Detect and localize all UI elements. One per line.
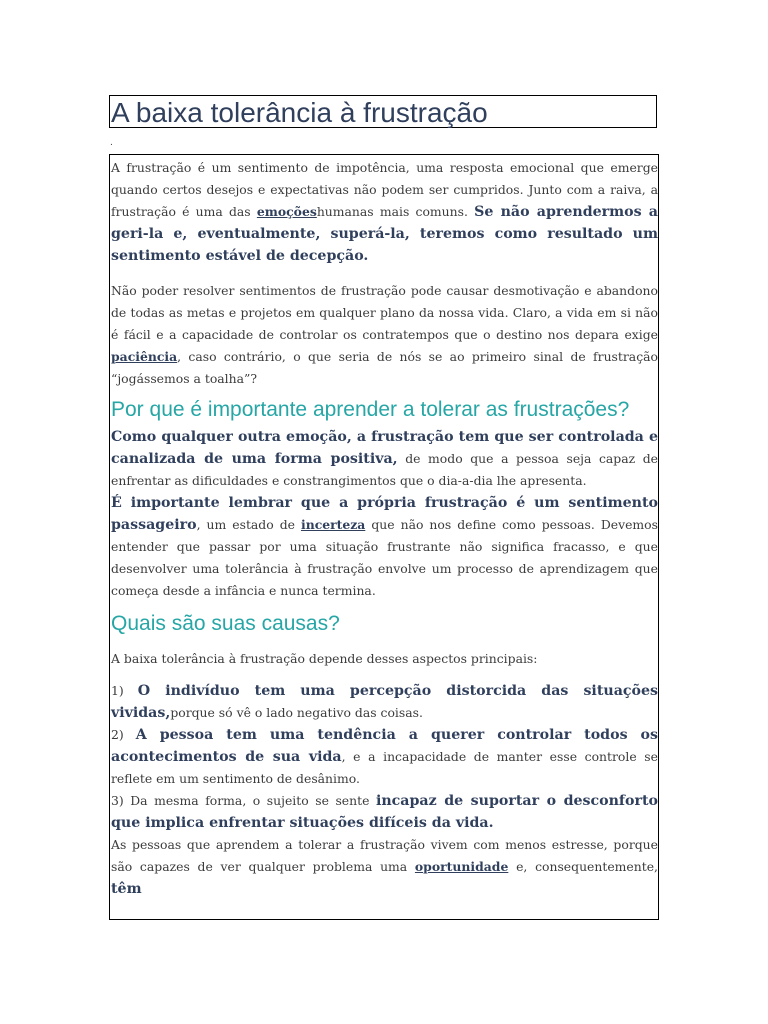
text: porque só vê o lado negativo das coisas. — [170, 705, 423, 720]
emphasis-text: têm — [111, 881, 142, 897]
page-title: A baixa tolerância à frustração — [111, 97, 488, 128]
list-item — [111, 680, 658, 724]
emphasis-text: É importante lembrar que a própria frustração é um sentimento passageiro — [111, 495, 658, 533]
emphasis-text: O indivíduo tem uma percepção distorcida das situações vividas, — [111, 683, 659, 721]
paragraph-3 — [111, 426, 658, 492]
emphasis-text: Se não aprendermos a geri-la e, eventualmente, superá-la, teremos como resultado um sentimento estável de decepção. — [111, 204, 658, 264]
item-number: 2) — [111, 727, 136, 742]
text: que não nos define como pessoas. Devemos entender que passar por uma situação frustrante não significa fracasso, e que desenvolver uma tolerância à frustração envolve um processo de aprendizagem que começa desde a infância e nunca termina. — [111, 517, 658, 598]
emphasis-text: Como qualquer outra emoção, a frustração tem que ser controlada e canalizada de uma forma positiva, — [111, 429, 658, 467]
section-heading-causes: Quais são suas causas? — [111, 612, 340, 635]
link-emocoes[interactable]: emoções — [256, 204, 317, 219]
text: de modo que a pessoa seja capaz de enfrentar as dificuldades e constrangimentos que o dia-a-dia lhe apresenta. — [111, 451, 658, 488]
paragraph-2 — [111, 280, 658, 390]
paragraph-causes-intro: A baixa tolerância à frustração depende desses aspectos principais: — [111, 651, 538, 666]
item-number: 1) — [111, 683, 138, 698]
item-number: 3) — [111, 793, 131, 808]
text: Da mesma forma, o sujeito se sente — [130, 793, 376, 808]
paragraph-4 — [111, 492, 658, 602]
text: , um estado de — [196, 517, 301, 532]
text: humanas mais comuns. — [316, 204, 475, 219]
text: A frustração é um sentimento de impotência, uma resposta emocional que emerge quando certos desejos e expectativas não podem ser cumpridos. Junto com a raiva, a frustração é uma das — [111, 160, 658, 219]
article-body — [109, 154, 659, 920]
list-item — [111, 724, 658, 790]
text: As pessoas que aprendem a tolerar a frustração vivem com menos estresse, porque são capazes de ver qualquer problema uma — [111, 837, 658, 874]
separator-dot: . — [110, 138, 113, 148]
section-heading-importance: Por que é importante aprender a tolerar as frustrações? — [111, 398, 630, 421]
emphasis-text: A pessoa tem uma tendência a querer controlar todos os acontecimentos de sua vida — [111, 727, 658, 765]
paragraph-6 — [111, 834, 658, 900]
link-paciencia[interactable]: paciência — [111, 349, 178, 364]
paragraph-intro — [111, 157, 658, 267]
text: Não poder resolver sentimentos de frustração pode causar desmotivação e abandono de todas as metas e projetos em qualquer plano da nossa vida. Claro, a vida em si não é fácil e a capacidade de controlar os contratempos que o destino nos depara exige — [111, 283, 658, 342]
link-incerteza[interactable]: incerteza — [300, 517, 366, 532]
text: , caso contrário, o que seria de nós se ao primeiro sinal de frustração “jogássemos a toalha”? — [111, 349, 658, 386]
title-box — [109, 95, 657, 128]
link-oportunidade[interactable]: oportunidade — [414, 859, 509, 874]
text: e, consequentemente, — [508, 859, 658, 874]
list-item — [111, 790, 658, 834]
text: , e a incapacidade de manter esse controle se reflete em um sentimento de desânimo. — [111, 749, 658, 786]
emphasis-text: incapaz de suportar o desconforto que implica enfrentar situações difíceis da vida. — [111, 793, 658, 831]
